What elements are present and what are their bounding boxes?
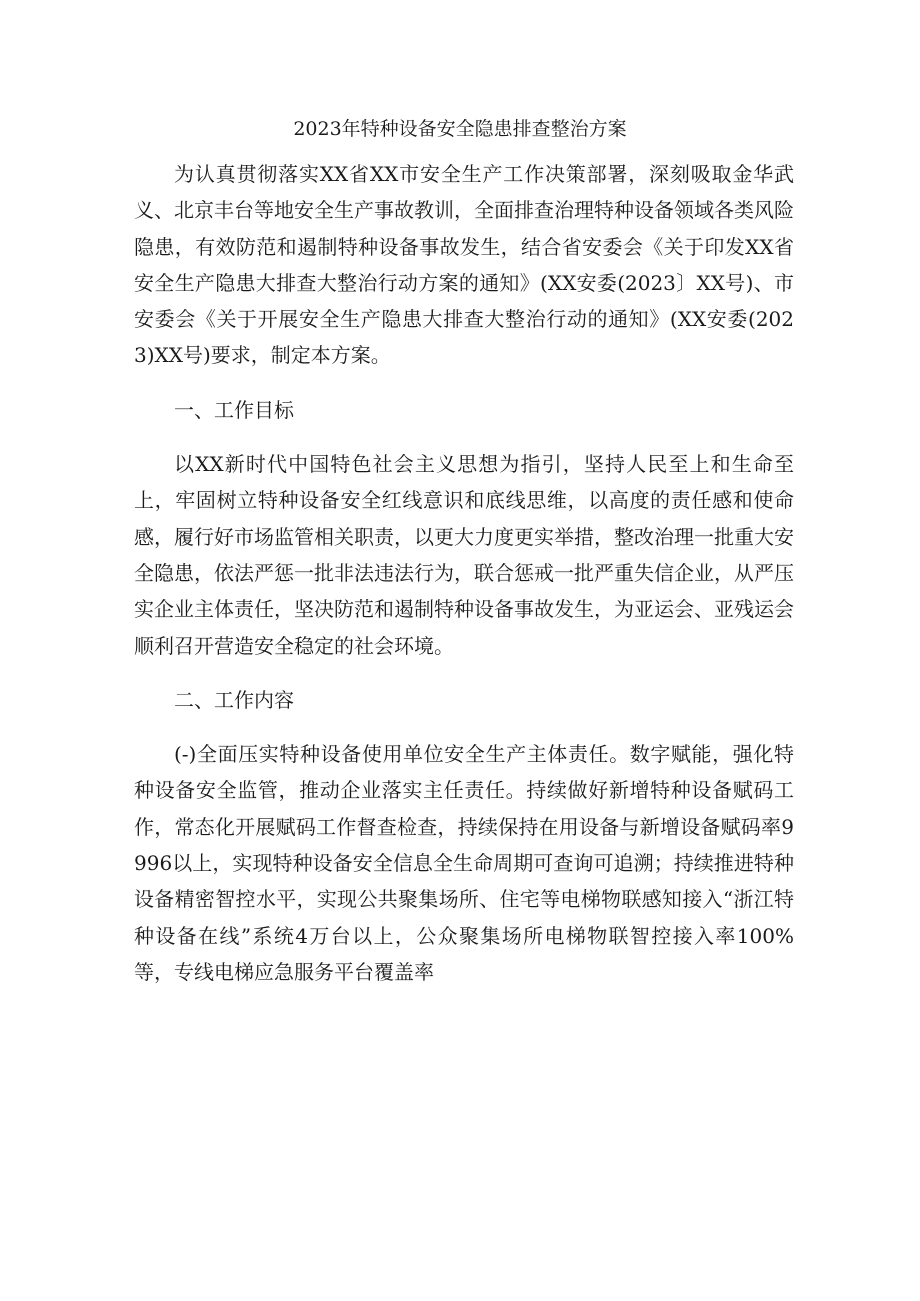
intro-paragraph: 为认真贯彻落实XX省XX市安全生产工作决策部署，深刻吸取金华武义、北京丰台等地安全生产事故教训，全面排查治理特种设备领域各类风险隐患，有效防范和遏制特种设备事故发生，结合省安委会《关于印发XX省安全生产隐患大排查大整治行动方案的通知》(XX安委(2023〕XX号)、市安委会《关于开展安全生产隐患大排查大整治行动的通知》(XX安委(2023)XX号)要求，制定本方案。 (134, 162, 794, 368)
section-1-paragraph: 以XX新时代中国特色社会主义思想为指引，坚持人民至上和生命至上，牢固树立特种设备安全红线意识和底线思维，以高度的责任感和使命感，履行好市场监管相关职责，以更大力度更实举措，整改治理一批重大安全隐患，依法严惩一批非法违法行为，联合惩戒一批严重失信企业，从严压实企业主体责任，坚决防范和遏制特种设备事故发生，为亚运会、亚残运会顺利召开营造安全稳定的社会环境。 (134, 452, 794, 658)
section-1-heading: 一、工作目标 (174, 397, 294, 422)
section-2-paragraph: (-)全面压实特种设备使用单位安全生产主体责任。数字赋能，强化特种设备安全监管，推动企业落实主任责任。持续做好新增特种设备赋码工作，常态化开展赋码工作督查检查，持续保持在用设备与新增设备赋码率9996以上，实现特种设备安全信息全生命周期可查询可追溯；持续推进特种设备精密智控水平，实现公共聚集场所、住宅等电梯物联感知接入“浙江特种设备在线”系统4万台以上，公众聚集场所电梯物联智控接入率100%等，专线电梯应急服务平台覆盖率 (134, 742, 794, 984)
document-body (134, 156, 794, 990)
section-2-heading: 二、工作内容 (174, 687, 294, 712)
document-title: 2023年特种设备安全隐患排查整治方案 (293, 118, 627, 140)
